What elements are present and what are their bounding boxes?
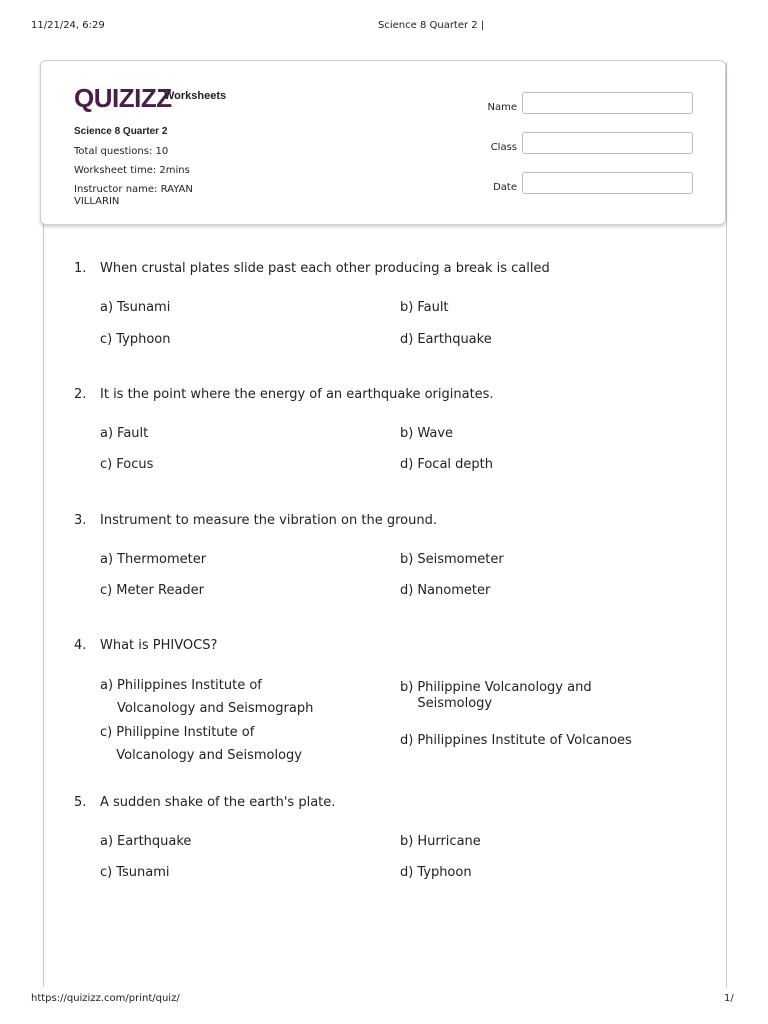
worksheet-title: Science 8 Quarter 2 xyxy=(74,126,168,137)
question-text: Instrument to measure the vibration on the ground. xyxy=(100,513,437,528)
class-field[interactable] xyxy=(522,132,693,154)
option-a[interactable] xyxy=(100,830,191,853)
option-letter: c) xyxy=(100,457,113,472)
option-text: Hurricane xyxy=(417,834,481,849)
option-letter: a) xyxy=(100,426,114,441)
option-c[interactable] xyxy=(100,453,153,476)
question-stem xyxy=(74,795,335,810)
option-letter: b) xyxy=(400,680,414,695)
option-text-line2: Volcanology and Seismology xyxy=(116,748,302,763)
print-url: https://quizizz.com/print/quiz/ xyxy=(31,993,180,1004)
question-text: A sudden shake of the earth's plate. xyxy=(100,795,336,810)
date-label: Date xyxy=(493,182,517,193)
worksheet-time: Worksheet time: 2mins xyxy=(74,165,190,176)
option-a[interactable] xyxy=(100,296,170,319)
question-number: 2. xyxy=(74,387,87,402)
option-letter: a) xyxy=(100,552,114,567)
class-label: Class xyxy=(490,142,517,153)
option-text: Meter Reader xyxy=(116,583,205,598)
option-c[interactable] xyxy=(100,328,170,351)
option-letter: d) xyxy=(400,457,414,472)
print-title: Science 8 Quarter 2 | xyxy=(378,20,485,31)
option-text: Fault xyxy=(417,300,449,315)
option-text: Earthquake xyxy=(417,332,492,347)
total-questions: Total questions: 10 xyxy=(74,146,169,157)
option-b[interactable] xyxy=(400,548,504,571)
option-letter: c) xyxy=(100,332,113,347)
option-d[interactable] xyxy=(400,453,493,476)
option-d[interactable] xyxy=(400,579,490,602)
option-c[interactable] xyxy=(100,861,170,884)
name-field[interactable] xyxy=(522,92,693,114)
option-b[interactable] xyxy=(400,422,453,445)
option-text: Seismometer xyxy=(417,552,504,567)
option-a[interactable] xyxy=(100,674,370,720)
print-page-number: 1/ xyxy=(724,993,734,1004)
option-d[interactable] xyxy=(400,729,632,752)
option-letter: b) xyxy=(400,426,414,441)
option-text: Typhoon xyxy=(116,332,171,347)
question-text: It is the point where the energy of an earthquake originates. xyxy=(100,387,494,402)
option-letter: a) xyxy=(100,678,114,693)
option-letter: c) xyxy=(100,583,113,598)
question-number: 3. xyxy=(74,513,87,528)
option-letter: a) xyxy=(100,834,114,849)
option-a[interactable] xyxy=(100,422,148,445)
option-c[interactable] xyxy=(100,579,204,602)
logo-subtitle: Worksheets xyxy=(164,90,227,102)
option-b[interactable] xyxy=(400,680,670,712)
option-text-line2: Volcanology and Seismograph xyxy=(117,701,314,716)
question-number: 1. xyxy=(74,261,87,276)
option-text: Thermometer xyxy=(117,552,207,567)
instructor-name: Instructor name: RAYAN VILLARIN xyxy=(74,184,193,207)
date-field[interactable] xyxy=(522,172,693,194)
question-stem xyxy=(74,513,437,528)
worksheet-header xyxy=(40,60,726,225)
question-text: When crustal plates slide past each other producing a break is called xyxy=(100,261,550,276)
quizizz-logo: QUIZIZZ xyxy=(74,83,172,113)
option-b[interactable] xyxy=(400,830,481,853)
question-stem xyxy=(74,387,494,402)
option-text: Earthquake xyxy=(117,834,192,849)
option-letter: c) xyxy=(100,725,113,740)
question-stem xyxy=(74,261,550,276)
option-letter: d) xyxy=(400,583,414,598)
option-text: Focus xyxy=(116,457,154,472)
option-text: Typhoon xyxy=(417,865,472,880)
question-number: 5. xyxy=(74,795,87,810)
name-label: Name xyxy=(487,102,517,113)
option-a[interactable] xyxy=(100,548,206,571)
option-text: Focal depth xyxy=(417,457,493,472)
option-letter: d) xyxy=(400,865,414,880)
option-c[interactable] xyxy=(100,721,370,767)
question-text: What is PHIVOCS? xyxy=(100,638,218,653)
option-text-line1: Philippine Volcanology and xyxy=(417,680,592,695)
option-letter: b) xyxy=(400,300,414,315)
option-d[interactable] xyxy=(400,861,472,884)
option-letter: c) xyxy=(100,865,113,880)
option-letter: b) xyxy=(400,834,414,849)
option-letter: d) xyxy=(400,733,414,748)
option-text: Wave xyxy=(417,426,454,441)
question-stem xyxy=(74,638,217,653)
option-text-line2: Seismology xyxy=(417,696,493,711)
question-number: 4. xyxy=(74,638,87,653)
option-text: Fault xyxy=(117,426,149,441)
option-b[interactable] xyxy=(400,296,449,319)
option-text: Nanometer xyxy=(417,583,491,598)
option-text-line1: Philippine Institute of xyxy=(116,725,255,740)
option-text: Tsunami xyxy=(117,300,171,315)
option-letter: b) xyxy=(400,552,414,567)
option-letter: a) xyxy=(100,300,114,315)
option-letter: d) xyxy=(400,332,414,347)
option-text: Philippines Institute of Volcanoes xyxy=(417,733,632,748)
option-d[interactable] xyxy=(400,328,492,351)
print-datetime: 11/21/24, 6:29 xyxy=(31,20,105,31)
option-text-line1: Philippines Institute of xyxy=(117,678,262,693)
option-text: Tsunami xyxy=(116,865,170,880)
